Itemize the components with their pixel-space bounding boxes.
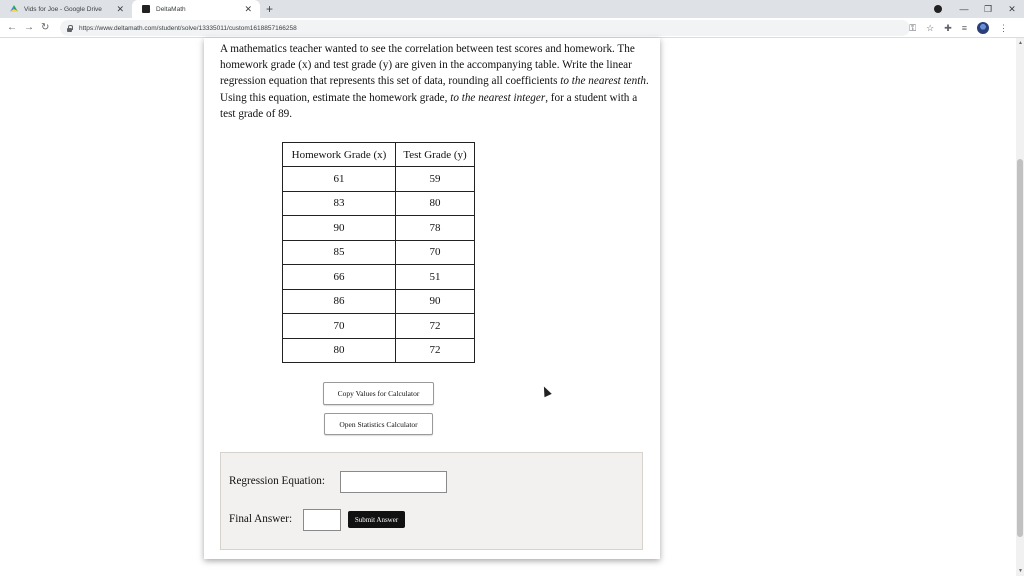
tab-title: Vids for Joe - Google Drive xyxy=(24,5,102,13)
scrollbar-thumb[interactable] xyxy=(1017,159,1023,537)
cell-x: 86 xyxy=(283,289,396,314)
browser-toolbar xyxy=(0,18,1024,38)
copy-values-button[interactable]: Copy Values for Calculator xyxy=(323,382,434,405)
new-tab-icon[interactable]: + xyxy=(266,2,274,16)
star-icon[interactable]: ☆ xyxy=(926,23,935,33)
table-header-row xyxy=(283,143,475,167)
tab-deltamath[interactable] xyxy=(132,0,260,18)
toolbar-icons xyxy=(909,21,1008,35)
browser-tabstrip xyxy=(0,0,1024,18)
forward-icon[interactable]: → xyxy=(24,22,34,33)
reload-icon[interactable]: ↻ xyxy=(41,22,50,33)
final-answer-label: Final Answer: xyxy=(229,513,293,525)
cell-y: 72 xyxy=(396,338,475,363)
table-row xyxy=(283,240,475,265)
address-bar[interactable] xyxy=(60,20,910,36)
close-tab-icon[interactable]: ✕ xyxy=(116,4,124,14)
close-tab-icon[interactable]: ✕ xyxy=(244,4,252,14)
tab-title: DeltaMath xyxy=(156,5,186,13)
extensions-icon[interactable]: ✚ xyxy=(944,23,952,33)
recording-icon[interactable] xyxy=(934,5,942,13)
header-test-grade: Test Grade (y) xyxy=(396,143,475,167)
cell-x: 66 xyxy=(283,265,396,290)
cell-x: 85 xyxy=(283,240,396,265)
cell-x: 90 xyxy=(283,216,396,241)
page-scrollbar[interactable] xyxy=(1016,38,1024,576)
profile-avatar-icon[interactable] xyxy=(977,22,989,34)
cell-y: 78 xyxy=(396,216,475,241)
regression-equation-input[interactable] xyxy=(340,471,447,493)
problem-card xyxy=(204,38,660,559)
submit-answer-button[interactable]: Submit Answer xyxy=(348,511,405,528)
table-row xyxy=(283,338,475,363)
question-text: A mathematics teacher wanted to see the correlation between test scores and homework. The homework grade (x) and test grade (y) are given in the accompanying table. Write the linear regression equation that represents this set of data, rounding all coefficients to the nearest tenth. Using this equation, estimate the homework grade, to the nearest integer, for a student with a test grade of 89. xyxy=(220,43,649,120)
back-icon[interactable]: ← xyxy=(7,22,17,33)
key-icon[interactable]: ⚿ xyxy=(909,23,917,33)
cell-x: 70 xyxy=(283,314,396,339)
regression-equation-label: Regression Equation: xyxy=(229,475,326,487)
table-row xyxy=(283,191,475,216)
cell-y: 80 xyxy=(396,191,475,216)
table-row xyxy=(283,216,475,241)
reading-list-icon[interactable]: ≡ xyxy=(961,23,967,33)
header-homework-grade: Homework Grade (x) xyxy=(283,143,396,167)
cell-y: 90 xyxy=(396,289,475,314)
scroll-up-icon[interactable]: ▲ xyxy=(1018,40,1023,46)
tab-google-drive[interactable] xyxy=(0,0,132,18)
window-controls xyxy=(934,0,1024,18)
deltamath-icon xyxy=(142,5,150,13)
cell-x: 80 xyxy=(283,338,396,363)
minimize-icon[interactable]: — xyxy=(959,4,969,14)
restore-icon[interactable]: ❐ xyxy=(983,3,993,14)
cell-x: 83 xyxy=(283,191,396,216)
table-row xyxy=(283,314,475,339)
data-table xyxy=(282,142,475,363)
table-row xyxy=(283,289,475,314)
page-viewport xyxy=(0,38,1016,576)
cell-y: 70 xyxy=(396,240,475,265)
url-text: https://www.deltamath.com/student/solve/13335011/custom1618857166258 xyxy=(79,24,297,32)
cell-y: 51 xyxy=(396,265,475,290)
final-answer-input[interactable] xyxy=(303,509,341,531)
table-row xyxy=(283,167,475,192)
google-drive-icon xyxy=(10,5,18,13)
cell-y: 59 xyxy=(396,167,475,192)
close-window-icon[interactable]: ✕ xyxy=(1008,3,1016,14)
cell-x: 61 xyxy=(283,167,396,192)
cell-y: 72 xyxy=(396,314,475,339)
menu-icon[interactable]: ⋮ xyxy=(999,23,1008,33)
answer-panel xyxy=(220,452,643,550)
table-row xyxy=(283,265,475,290)
lock-icon xyxy=(66,25,73,32)
open-statistics-calculator-button[interactable]: Open Statistics Calculator xyxy=(324,413,433,435)
scroll-down-icon[interactable]: ▼ xyxy=(1018,568,1023,574)
